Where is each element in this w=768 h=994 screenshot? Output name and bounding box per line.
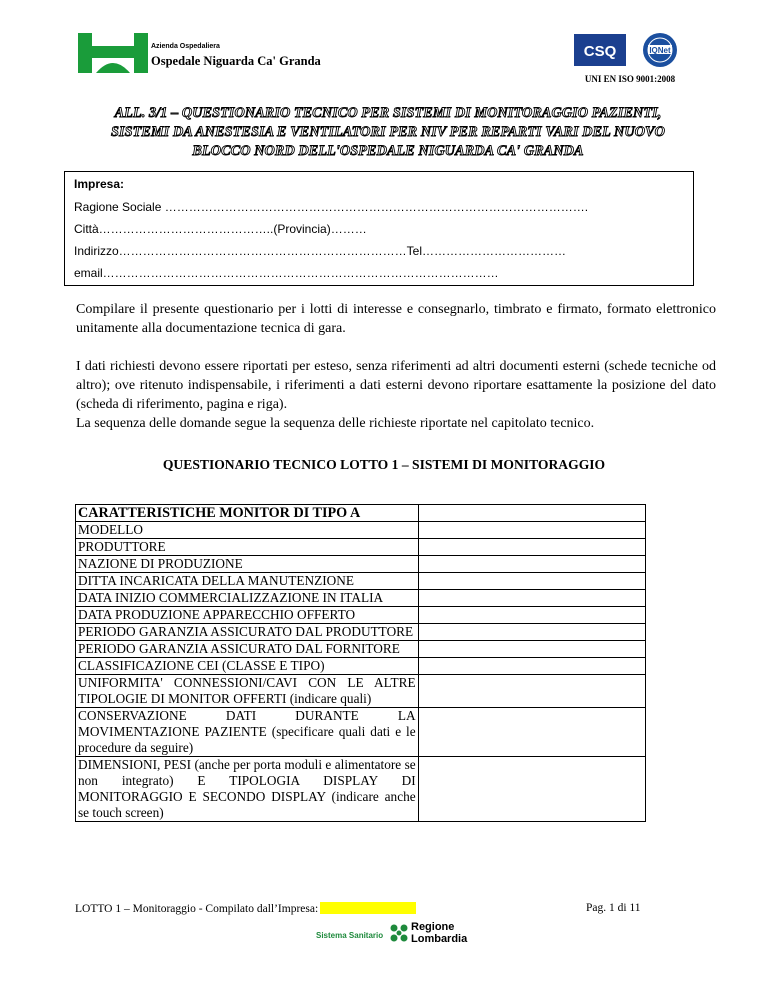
- title-line-2: SISTEMI DA ANESTESIA E VENTILATORI PER NIV PER REPARTI VARI DEL NUOVO: [111, 124, 665, 140]
- region-name-line1: Regione: [411, 921, 455, 933]
- table-row: [76, 658, 646, 675]
- hospital-name: Ospedale Niguarda Ca' Granda: [151, 54, 321, 68]
- table-row: [76, 624, 646, 641]
- table-row: [76, 522, 646, 539]
- instructions-paragraph-3: La sequenza delle domande segue la sequenza delle richieste riportate nel capitolato tecnico.: [76, 416, 595, 431]
- table-row: [76, 590, 646, 607]
- table-row: [76, 573, 646, 590]
- table-row: [76, 641, 646, 658]
- region-name-line2: Lombardia: [411, 933, 468, 945]
- answer-cell[interactable]: [418, 624, 645, 641]
- question-cell: CONSERVAZIONE DATI DURANTE LA MOVIMENTAZIONE PAZIENTE (specificare quali dati e le procedure da seguire): [76, 708, 419, 757]
- answer-cell[interactable]: [418, 539, 645, 556]
- ragione-sociale-field[interactable]: Ragione Sociale …………………………………………………………………………………………….: [74, 200, 589, 214]
- answer-cell[interactable]: [418, 607, 645, 624]
- csq-logo-icon: [574, 34, 626, 66]
- table-row: [76, 675, 646, 708]
- question-cell: DITTA INCARICATA DELLA MANUTENZIONE: [76, 573, 419, 590]
- question-cell: UNIFORMITA' CONNESSIONI/CAVI CON LE ALTRE TIPOLOGIE DI MONITOR OFFERTI (indicare quali): [76, 675, 419, 708]
- answer-cell[interactable]: [418, 556, 645, 573]
- table-row: [76, 556, 646, 573]
- company-info-box: [64, 171, 694, 286]
- question-cell: NAZIONE DI PRODUZIONE: [76, 556, 419, 573]
- answer-cell[interactable]: [418, 708, 645, 757]
- answer-cell[interactable]: [418, 573, 645, 590]
- hospital-h-icon: [78, 33, 148, 73]
- table-header-row: [76, 505, 646, 522]
- region-lombardia-icon: [388, 922, 410, 944]
- impresa-label: Impresa:: [74, 177, 125, 191]
- instructions-paragraph-1: Compilare il presente questionario per i lotti di interesse e consegnarlo, timbrato e firmato, formato elettronico unitamente alla documentazione tecnica di gara.: [76, 302, 716, 336]
- lot-heading: QUESTIONARIO TECNICO LOTTO 1 – SISTEMI DI MONITORAGGIO: [162, 457, 606, 472]
- footer-label: LOTTO 1 – Monitoraggio - Compilato dall’Impresa:: [75, 903, 319, 915]
- email-field[interactable]: email………………………………………………………………………………………: [74, 266, 499, 280]
- answer-cell[interactable]: [418, 658, 645, 675]
- question-cell: DATA PRODUZIONE APPARECCHIO OFFERTO: [76, 607, 419, 624]
- table-row: [76, 757, 646, 822]
- footer-left: [75, 902, 416, 915]
- table-row: [76, 708, 646, 757]
- csq-text: CSQ: [583, 43, 617, 60]
- question-cell: PERIODO GARANZIA ASSICURATO DAL PRODUTTORE: [76, 624, 419, 641]
- region-logo: [300, 918, 475, 950]
- question-cell: DATA INIZIO COMMERCIALIZZAZIONE IN ITALIA: [76, 590, 419, 607]
- document-title: [58, 104, 718, 161]
- page-number: Pag. 1 di 11: [586, 902, 641, 914]
- table-row: [76, 607, 646, 624]
- instructions-paragraph-2: I dati richiesti devono essere riportati per esteso, senza riferimenti ad altri documenti esterni (schede tecniche od altro); ove ritenuto indispensabile, i riferimenti a dati esterni devono riportare esattamente la posizione del dato (scheda di riferimento, pagina e riga).: [76, 359, 716, 412]
- question-cell: DIMENSIONI, PESI (anche per porta moduli e alimentatore se non integrato) E TIPOLOGIA DISPLAY DI MONITORAGGIO E SECONDO DISPLAY (indicare anche se touch screen): [76, 757, 419, 822]
- sistema-sanitario-text: Sistema Sanitario: [316, 931, 384, 940]
- indirizzo-field[interactable]: Indirizzo………………………………………………………………Tel………………………………: [74, 244, 567, 258]
- iqnet-text: IQNet: [649, 46, 671, 55]
- title-line-1: ALL. 3/1 – QUESTIONARIO TECNICO PER SISTEMI DI MONITORAGGIO PAZIENTI,: [114, 105, 662, 121]
- answer-cell[interactable]: [418, 675, 645, 708]
- question-cell: MODELLO: [76, 522, 419, 539]
- company-fill-field[interactable]: [320, 902, 416, 914]
- spec-table: [75, 504, 646, 822]
- answer-cell[interactable]: [418, 522, 645, 539]
- citta-field[interactable]: Città……………………………………..(Provincia)………: [74, 222, 367, 236]
- answer-cell[interactable]: [418, 641, 645, 658]
- title-line-3: BLOCCO NORD DELL'OSPEDALE NIGUARDA CA' GRANDA: [192, 143, 584, 159]
- iqnet-logo-icon: [643, 33, 677, 67]
- question-cell: PRODUTTORE: [76, 539, 419, 556]
- hospital-subtitle: Azienda Ospedaliera: [151, 43, 220, 50]
- answer-cell[interactable]: [418, 757, 645, 822]
- table-row: [76, 539, 646, 556]
- question-cell: CLASSIFICAZIONE CEI (CLASSE E TIPO): [76, 658, 419, 675]
- answer-cell[interactable]: [418, 590, 645, 607]
- table-header-cell: CARATTERISTICHE MONITOR DI TIPO A: [76, 505, 419, 522]
- table-header-empty: [418, 505, 645, 522]
- certification-code: UNI EN ISO 9001:2008: [584, 74, 676, 84]
- question-cell: PERIODO GARANZIA ASSICURATO DAL FORNITORE: [76, 641, 419, 658]
- hospital-logo: [78, 33, 333, 73]
